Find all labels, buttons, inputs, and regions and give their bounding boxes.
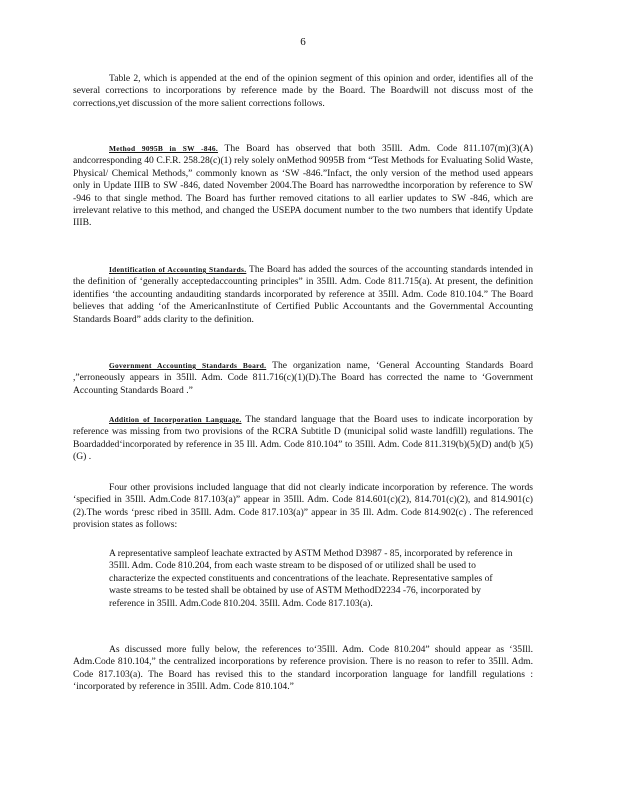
paragraph-heading: Government Accounting Standards Board. bbox=[109, 361, 267, 370]
paragraph-text: Table 2, which is appended at the end of the opinion segment of this opinion and order, identifies all of the several corrections to incorporations by reference made by the Board. The Boardwill not discuss most of the corrections,yet discussion of the more salient corrections follows. bbox=[73, 73, 533, 109]
paragraph-method-9095b bbox=[73, 143, 533, 230]
paragraph-four-provisions bbox=[73, 482, 533, 532]
paragraph-heading: Addition of Incorporation Language. bbox=[109, 415, 242, 424]
paragraph-text: Four other provisions included language that did not clearly indicate incorporation by reference. The words ‘specified in 35Ill. Adm.Code 817.103(a)” appear in 35Ill. Adm. Code 814.601(c)(2), 814.701(c)(2), and 814.901(c)(2).The words ‘presc ribed in 35Ill. Adm. Code 817.103(a)” appear in 35 Ill. Adm. Code 814.902(c) . The referenced provision states as follows: bbox=[73, 482, 533, 531]
paragraph-accounting-standards bbox=[73, 264, 533, 326]
paragraph-incorporation-language bbox=[73, 414, 533, 464]
paragraph-text: As discussed more fully below, the references to‘35Ill. Adm. Code 810.204” should appear as ‘35Ill. Adm.Code 810.104,” the centralized incorporations by reference provision. There is no reason to refer to 35Ill. Adm. Code 817.103(a). The Board has revised this to the standard incorporation language for landfill regulations : ‘incorporated by reference in 35Ill. Adm. Code 810.104.” bbox=[73, 644, 533, 693]
paragraph-text: The Board has observed that both 35Ill. Adm. Code 811.107(m)(3)(A) andcorresponding 40 C.F.R. 258.28(c)(1) rely solely onMethod 9095B from “Test Methods for Evaluating Solid Waste, Physical/ Chemical Methods,” commonly known as ‘SW -846.”Infact, the only version of the method used appears only in Update IIIB to SW -846, dated November 2004.The Board has narrowedthe incorporation by reference to SW -946 to that single method. The Board has further removed citations to all earlier updates to SW -846, which are irrelevant relative to this method, and changed the USEPA document number to the two numbers that identify Update IIIB. bbox=[73, 143, 533, 229]
paragraph-heading: Identification of Accounting Standards. bbox=[109, 265, 247, 274]
paragraph-heading: Method 9095B in SW -846. bbox=[109, 144, 219, 153]
paragraph-text: The standard language that the Board uses to indicate incorporation by reference was missing from two provisions of the RCRA Subtitle D (municipal solid waste landfill) regulations. The Boardadded‘incorporated by reference in 35 Ill. Adm. Code 810.104” to 35Ill. Adm. Code 811.319(b)(5)(D) and(b )(5)(G) . bbox=[73, 414, 533, 463]
quote-text: A representative sampleof leachate extracted by ASTM Method D3987 - 85, incorporated by reference in 35Ill. Adm. Code 810.204, from each waste stream to be disposed of or utilized shall be used to characterize the expected constituents and concentrations of the leachate. Representative samples of waste streams to be tested shall be obtained by use of ASTM MethodD2234 -76, incorporated by reference in 35Ill. Adm.Code 810.204. 35Ill. Adm. Code 817.103(a). bbox=[109, 548, 513, 609]
block-quote bbox=[109, 548, 513, 610]
paragraph-text: The organization name, ‘General Accounting Standards Board ,”erroneously appears in 35Ill. Adm. Code 811.716(c)(1)(D).The Board has corrected the name to ‘Government Accounting Standards Board .” bbox=[73, 360, 533, 396]
paragraph-intro bbox=[73, 73, 533, 110]
paragraph-text: The Board has added the sources of the accounting standards intended in the definition of ‘generally acceptedaccounting principles” in 35Ill. Adm. Code 811.715(a). At present, the definition identifies ‘the accounting andauditing standards incorporated by reference at 35Ill. Adm. Code 810.104.” The Board believes that adding ‘of the AmericanInstitute of Certified Public Accountants and the Governmental Accounting Standards Board” adds clarity to the definition. bbox=[73, 264, 533, 325]
paragraph-gasb bbox=[73, 360, 533, 397]
page-number: 6 bbox=[300, 36, 306, 48]
paragraph-discussion bbox=[73, 644, 533, 694]
